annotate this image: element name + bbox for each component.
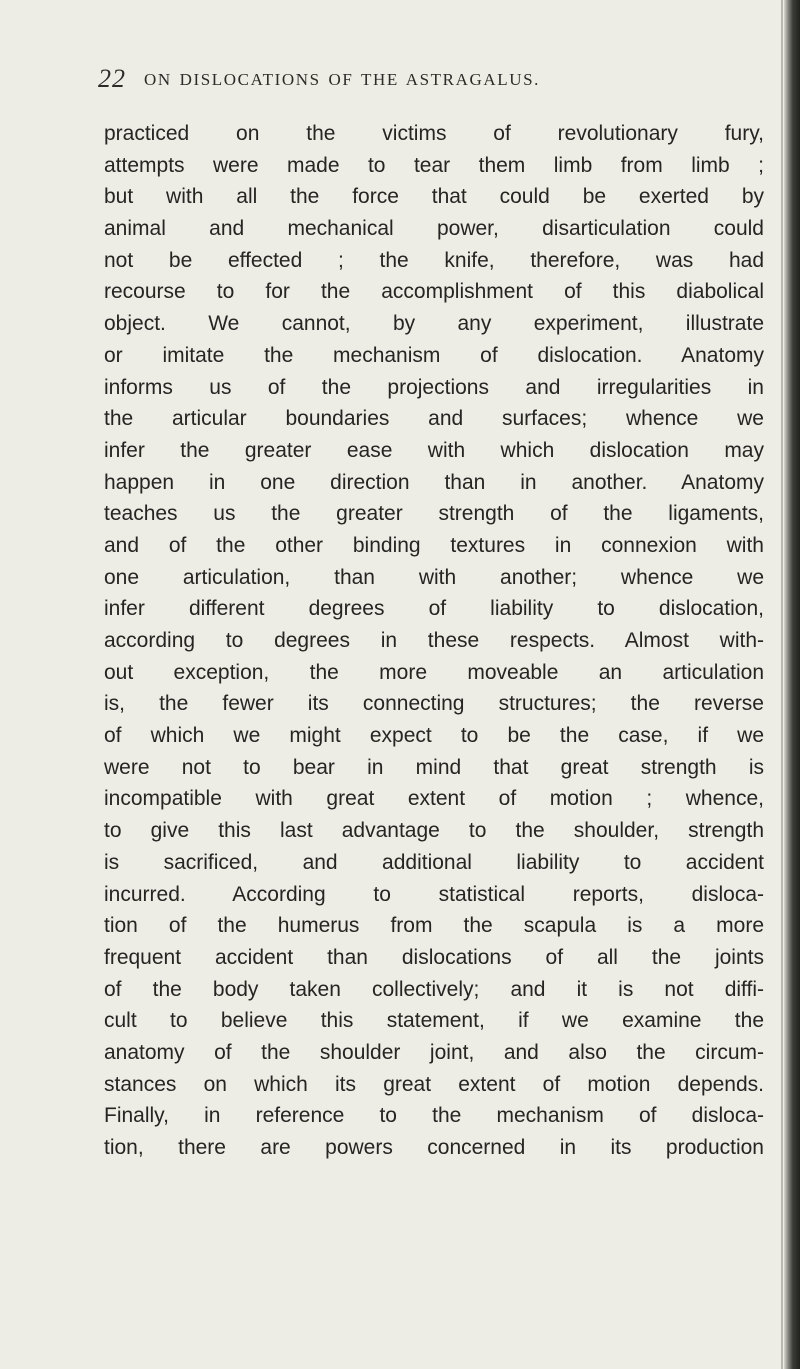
text-line: stances on which its great extent of motion depends. [104,1072,764,1096]
text-line: were not to bear in mind that great strength is [104,755,764,779]
text-line: tion of the humerus from the scapula is a more [104,914,764,938]
text-line: recourse to for the accomplishment of this diabolical [104,280,764,304]
text-line: frequent accident than dislocations of all the joints [104,945,764,969]
text-line: of the body taken collectively; and it is not diffi- [104,977,764,1001]
text-line: tion, there are powers concerned in its production [104,1136,764,1159]
text-line: not be effected ; the knife, therefore, was had [104,248,764,272]
text-line: teaches us the greater strength of the ligaments, [104,502,764,526]
text-line: informs us of the projections and irregularities in [104,375,764,399]
text-line: incompatible with great extent of motion ; whence, [104,787,764,811]
text-line: according to degrees in these respects. Almost with- [104,629,764,652]
text-line: and of the other binding textures in connexion with [104,533,764,557]
text-line: cult to believe this statement, if we examine the [104,1009,764,1033]
page-header [98,64,698,104]
text-line: or imitate the mechanism of dislocation. Anatomy [104,343,764,367]
text-line: out exception, the more moveable an articulation [104,660,764,684]
text-line: animal and mechanical power, disarticulation could [104,217,764,241]
text-line: one articulation, than with another; whence we [104,565,764,589]
page-number: 22 [98,64,126,93]
page-edge-line [781,0,783,1369]
text-line: object. We cannot, by any experiment, illustrate [104,312,764,336]
text-line: anatomy of the shoulder joint, and also the circum- [104,1040,764,1064]
text-line: Finally, in reference to the mechanism of disloca- [104,1104,764,1128]
body-text [104,118,764,1164]
text-line: but with all the force that could be exerted by [104,185,764,209]
text-line: attempts were made to tear them limb from limb ; [104,153,764,177]
text-line: infer the greater ease with which dislocation may [104,438,764,462]
text-line: is, the fewer its connecting structures; the reverse [104,692,764,716]
text-line: incurred. According to statistical reports, disloca- [104,882,764,906]
running-title: ON DISLOCATIONS OF THE ASTRAGALUS. [144,70,540,89]
text-line: happen in one direction than in another. Anatomy [104,470,764,494]
text-line: the articular boundaries and surfaces; whence we [104,407,764,431]
text-line: infer different degrees of liability to dislocation, [104,597,764,621]
text-line: of which we might expect to be the case, if we [104,724,764,748]
text-line: to give this last advantage to the shoulder, strength [104,819,764,843]
book-edge-shadow [784,0,800,1369]
text-line: is sacrificed, and additional liability to accident [104,850,764,874]
text-line: practiced on the victims of revolutionary fury, [104,122,764,145]
